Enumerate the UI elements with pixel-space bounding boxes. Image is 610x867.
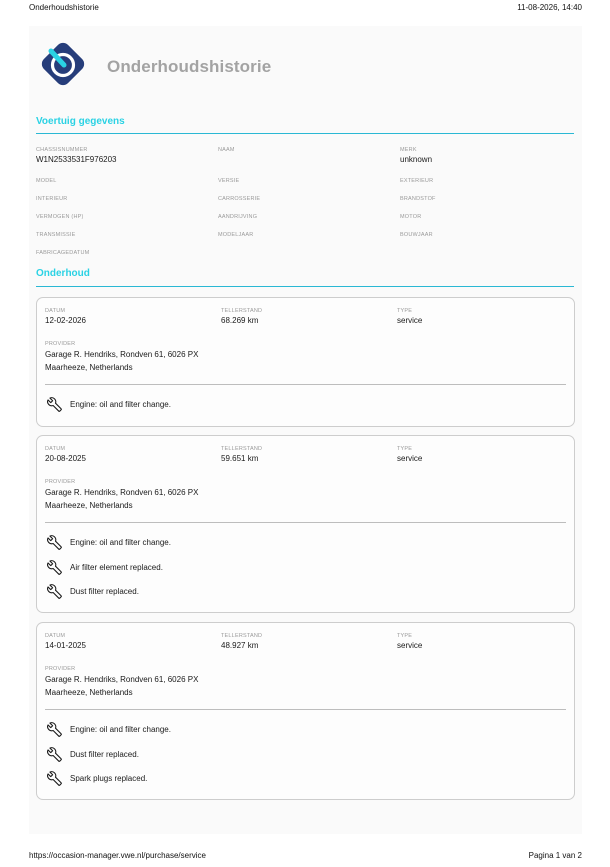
field-label: BRANDSTOF [400, 196, 436, 202]
vehicle-field-motor [400, 213, 421, 221]
record-type [397, 307, 422, 327]
record-provider [45, 665, 265, 699]
record-date [45, 445, 86, 465]
field-label: FABRICAGEDATUM [36, 250, 90, 256]
vehicle-field-interieur [36, 195, 67, 203]
wrench-icon [47, 535, 62, 550]
record-type [397, 632, 422, 652]
task-text: Engine: oil and filter change. [70, 537, 171, 547]
field-label: INTERIEUR [36, 196, 68, 202]
task-text: Spark plugs replaced. [70, 773, 148, 783]
vehicle-field-modeljaar [218, 231, 253, 239]
task-item [47, 395, 171, 413]
provider-line-2: Maarheeze, Netherlands [45, 501, 133, 510]
record-provider [45, 340, 265, 374]
field-label: EXTERIEUR [400, 178, 434, 184]
provider-label: PROVIDER [45, 341, 76, 347]
date-label: DATUM [45, 633, 66, 639]
print-footer-url: https://occasion-manager.vwe.nl/purchase/service [29, 851, 206, 860]
odometer-label: TELLERSTAND [221, 308, 263, 314]
field-label: MODELJAAR [218, 232, 254, 238]
vehicle-field-naam [218, 146, 235, 154]
record-date [45, 632, 86, 652]
date-value: 14-01-2025 [45, 641, 86, 650]
document-sheet [29, 26, 582, 834]
field-value: unknown [400, 155, 433, 164]
record-odometer [221, 632, 262, 652]
maintenance-section-divider [36, 286, 574, 287]
task-text: Air filter element replaced. [70, 562, 163, 572]
field-label: NAAM [218, 147, 235, 153]
task-item [47, 558, 163, 576]
field-label: AANDRIJVING [218, 214, 258, 220]
field-label: MERK [400, 147, 417, 153]
date-label: DATUM [45, 446, 66, 452]
field-value: W1N2533531F976203 [36, 155, 117, 164]
wrench-icon [47, 722, 62, 737]
task-item [47, 533, 171, 551]
task-text: Dust filter replaced. [70, 586, 139, 596]
vwe-logo-icon [37, 38, 89, 90]
provider-label: PROVIDER [45, 666, 76, 672]
odometer-value: 68.269 km [221, 316, 259, 325]
card-divider [45, 709, 566, 710]
task-text: Dust filter replaced. [70, 749, 139, 759]
print-header [0, 3, 610, 15]
date-value: 20-08-2025 [45, 454, 86, 463]
wrench-icon [47, 560, 62, 575]
print-footer-page-number: Pagina 1 van 2 [528, 851, 582, 860]
type-label: TYPE [397, 446, 413, 452]
task-text: Engine: oil and filter change. [70, 399, 171, 409]
field-label: BOUWJAAR [400, 232, 433, 238]
vehicle-field-carrosserie [218, 195, 260, 203]
print-header-datetime: 11-08-2026, 14:40 [517, 3, 582, 12]
vehicle-field-aandrijving [218, 213, 257, 221]
maintenance-record-card [36, 435, 575, 613]
odometer-label: TELLERSTAND [221, 633, 263, 639]
card-divider [45, 384, 566, 385]
type-value: service [397, 641, 423, 650]
record-odometer [221, 307, 262, 327]
record-odometer [221, 445, 262, 465]
print-header-title: Onderhoudshistorie [29, 3, 99, 12]
field-label: MOTOR [400, 214, 422, 220]
provider-line-2: Maarheeze, Netherlands [45, 363, 133, 372]
vehicle-field-vermogen [36, 213, 84, 221]
maintenance-record-card [36, 297, 575, 427]
date-label: DATUM [45, 308, 66, 314]
provider-line-1: Garage R. Hendriks, Rondven 61, 6026 PX [45, 675, 199, 684]
page-title: Onderhoudshistorie [107, 57, 272, 76]
field-label: VERSIE [218, 178, 240, 184]
type-value: service [397, 454, 423, 463]
task-item [47, 582, 139, 600]
task-item [47, 769, 147, 787]
date-value: 12-02-2026 [45, 316, 86, 325]
vehicle-field-fabricagedatum [36, 249, 89, 257]
odometer-value: 48.927 km [221, 641, 259, 650]
type-label: TYPE [397, 308, 413, 314]
field-label: TRANSMISSIE [36, 232, 76, 238]
provider-line-2: Maarheeze, Netherlands [45, 688, 133, 697]
type-label: TYPE [397, 633, 413, 639]
vehicle-field-exterieur [400, 177, 433, 185]
vehicle-field-brandstof [400, 195, 436, 203]
wrench-icon [47, 771, 62, 786]
record-type [397, 445, 422, 465]
odometer-value: 59.651 km [221, 454, 259, 463]
print-footer [0, 851, 610, 863]
task-item [47, 720, 171, 738]
record-date [45, 307, 86, 327]
field-label: VERMOGEN (HP) [36, 214, 84, 220]
vehicle-field-model [36, 177, 57, 185]
vehicle-field-chassisnummer [36, 146, 117, 166]
field-label: CARROSSERIE [218, 196, 261, 202]
type-value: service [397, 316, 423, 325]
field-label: MODEL [36, 178, 57, 184]
wrench-icon [47, 747, 62, 762]
maintenance-section-title: Onderhoud [36, 268, 90, 279]
vehicle-field-transmissie [36, 231, 75, 239]
vehicle-field-versie [218, 177, 239, 185]
card-divider [45, 522, 566, 523]
odometer-label: TELLERSTAND [221, 446, 263, 452]
record-provider [45, 478, 265, 512]
task-text: Engine: oil and filter change. [70, 724, 171, 734]
wrench-icon [47, 584, 62, 599]
provider-line-1: Garage R. Hendriks, Rondven 61, 6026 PX [45, 488, 199, 497]
task-item [47, 745, 139, 763]
vehicle-field-merk [400, 146, 432, 166]
provider-line-1: Garage R. Hendriks, Rondven 61, 6026 PX [45, 350, 199, 359]
vehicle-section-title: Voertuig gegevens [36, 116, 125, 127]
vehicle-section-divider [36, 133, 574, 134]
vehicle-field-bouwjaar [400, 231, 433, 239]
maintenance-record-card [36, 622, 575, 800]
wrench-icon [47, 397, 62, 412]
field-label: CHASSISNUMMER [36, 147, 88, 153]
provider-label: PROVIDER [45, 479, 76, 485]
